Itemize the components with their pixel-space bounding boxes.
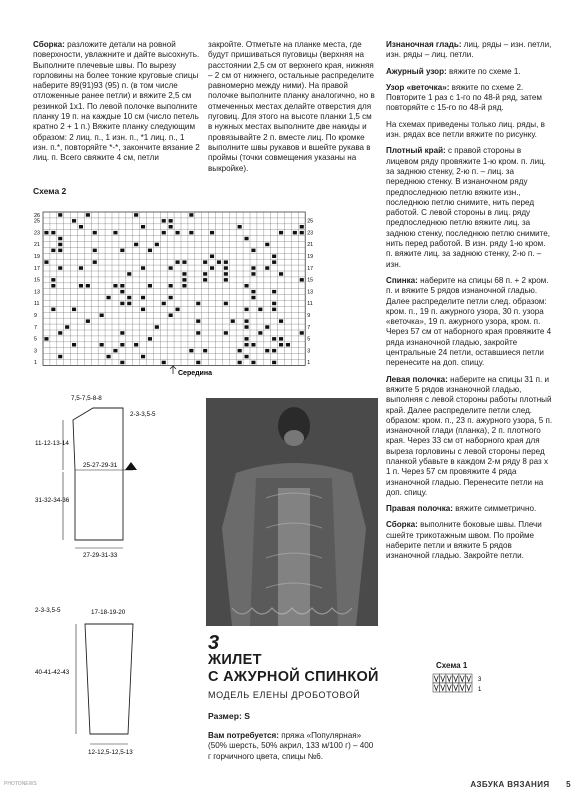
scheme2-row-number: 11	[34, 301, 40, 308]
purl-stitch-text: лиц. ряды – изн. петли, изн. ряды – лиц. петли.	[386, 40, 552, 60]
edge-title: Плотный край:	[386, 146, 446, 156]
scheme2-title: Схема 2	[33, 186, 67, 196]
scheme2-row-number: 21	[34, 242, 40, 249]
scheme2-row-number: 7	[34, 324, 37, 331]
scheme2-row-number-right: 3	[307, 348, 311, 355]
scheme2-row-number-right: 21	[307, 242, 314, 249]
scheme2-row-number-right: 25	[307, 218, 314, 225]
assembly2-title: Сборка:	[386, 520, 418, 530]
scheme2-row-number-right: 9	[307, 313, 311, 320]
twig-text: вяжите по схеме 2. Повторите 1 раз с 1-го по 48-й ряд, затем повторяйте с 15-го по 48-й ряд.	[386, 82, 542, 113]
scheme2-row-number-right: 23	[307, 230, 314, 237]
scheme2-row-number: 23	[34, 230, 40, 237]
scheme2-row-number: 25	[34, 218, 40, 225]
scheme1-title: Схема 1	[436, 661, 468, 670]
model-photo	[206, 398, 378, 626]
magazine-name: АЗБУКА ВЯЗАНИЯ	[470, 780, 550, 789]
scheme2-row-number: 5	[34, 336, 37, 343]
scheme2-row-number-right: 13	[307, 289, 314, 296]
scheme2-row-number-right: 15	[307, 277, 314, 284]
back-pattern-diagram	[33, 390, 156, 560]
openwork-title: Ажурный узор:	[386, 66, 447, 76]
scheme2-row-number-right: 19	[307, 254, 314, 261]
schemes-note: На схемах приведены только лиц. ряды, в изн. рядах все петли вяжите по рисунку.	[386, 119, 545, 140]
scheme2-row-number: 13	[34, 289, 40, 296]
buttonband-text: закройте. Отметьте на планке места, где будут пришиваться пуговицы (верхняя на расстоянии 2,5 см от верхнего края, нижняя – 2 см от нижнего, остальные распределите равномерно между ними). На правой полочке выполните планку аналогично, но в отмеченных местах делайте отверстия для пуговиц. Для этого на высоте планки 1,5 см в нужных местах выполните две накиды и провязывайте 2 п. вместе лиц. По кромке выполните швы рукавов и вшейте рукава в проймы (точки совмещения указаны на выкройке).	[208, 40, 375, 173]
buttonband-text-column	[208, 40, 378, 180]
left-front-text: наберите на спицы 31 п. и вяжите 5 рядов изнаночной гладью, выполняя с левой стороны работы плотный край. Далее распределите петли след. образом: кром. п., 23 п. ажурного узора, 5 п. изнаночной глади (планка), 2 п. плотного края. Через 33 см от наборного края для выреза горловины с левой стороны перед планкой убавьте в каждом 2-м ряду 8 раз х 1 п. Через 57 см провяжите 4 ряда изнаночной гладью. Перенесите петли на доп. спицу.	[386, 374, 553, 497]
scheme2-row-number-right: 17	[307, 265, 314, 272]
materials-body: пряжа «Популярная» (50% шерсть, 50% акрил, 133 м/100 г) – 400 г горчичного цвета, спицы №6.	[208, 731, 374, 761]
scheme2-row-number: 19	[34, 254, 40, 261]
scheme2-grid	[33, 206, 318, 378]
model-title-line1: ЖИЛЕТ	[208, 652, 262, 668]
left-front-title: Левая полочка:	[386, 374, 448, 384]
scheme2-center-label: Середина	[178, 370, 212, 377]
model-photo-illustration	[206, 398, 378, 626]
center-arrow-icon	[170, 366, 176, 374]
assembly-title: Сборка:	[33, 40, 65, 49]
instructions-column	[386, 40, 554, 568]
model-number: 3	[208, 632, 220, 654]
assembly2-text: выполните боковые швы. Плечи сшейте трикотажным швом. По пройме наберите петли и вяжите 5 рядов изнаночной гладью. Закройте петли.	[386, 520, 542, 561]
materials-title: Вам потребуется:	[208, 731, 279, 740]
sleeve-label-side: 40-41-42-43	[35, 669, 70, 676]
right-front-text: вяжите симметрично.	[455, 504, 537, 514]
model-size: Размер: S	[208, 711, 250, 721]
back-label-bottom: 27-29-31-33	[83, 552, 118, 559]
scheme2-row-number: 15	[34, 277, 40, 284]
edge-text: с правой стороны в лицевом ряду провяжите 1-ю кром. п. лиц. за заднюю стенку, 2-ю п. – лиц. за переднюю стенку. В изнаночном ряду предпоследнюю петлю вяжите изн., последнюю петлю снимите, нить перед работой. С левой стороны в лиц. ряду предпоследнюю петлю вяжите лиц. за заднюю стенку, последнюю петлю снимите, нить перед работой. В изн. ряду 1-ю кром. п. вяжите лиц. за заднюю стенку, 2-ю п. – изн.	[386, 146, 551, 269]
openwork-text: вяжите по схеме 1.	[449, 66, 521, 76]
back-text: наберите на спицы 68 п. + 2 кром. п. и вяжите 5 рядов изнаночной гладью. Далее распределите петли след. образом: кром. п., 19 п. ажурного узора, 30 п. узора «веточка», 19 п. ажурного узора, кром. п. Через 57 см от наборного края провяжите 4 ряда изнаночной гладью, закройте центральные 24 петли, оставшиеся петли перенесите на доп. спицу.	[386, 275, 552, 368]
scheme2-row-number-right: 11	[307, 301, 313, 308]
scheme2-row-number: 3	[34, 348, 37, 355]
assembly-text: разложите детали на ровной поверхности, увлажните и дайте высохнуть. Выполните плечевые швы. По вырезу горловины на более тонкие круговые спицы наберите 89(91)93 (95) п. (в том числе отложенные ранее петли) и вяжите 2,5 см резинкой 1х1. По левой полочке выполните планку 19 п. на каждые 10 см (число петель кратно 2 + 1 п.) Вяжите планку следующим образом: 2 лиц. п., 1 изн. п., *1 лиц. п., 1 изн. п.*, повторяйте *-*, закончите вязание 2 лиц. п. Всего свяжите 4 см, петли	[33, 40, 200, 163]
scheme1-row-top: 3	[478, 677, 482, 683]
back-label-left: 11-12-13-14	[35, 440, 69, 447]
scheme2-row-number-right: 5	[307, 336, 311, 343]
model-author: МОДЕЛЬ ЕЛЕНЫ ДРОБОТОВОЙ	[208, 690, 361, 700]
back-label-top: 7,5-7,5-8-8	[71, 395, 102, 402]
scheme2-row-number: 17	[34, 265, 40, 272]
scheme2-row-number: 9	[34, 313, 37, 320]
marker-arrow-icon	[125, 462, 137, 470]
scheme2-top-number: 26	[34, 213, 41, 219]
materials-text	[208, 731, 378, 762]
sleeve-label-top-left: 2-3-3,5-5	[35, 607, 61, 614]
sleeve-label-top: 17-18-19-20	[91, 609, 126, 616]
back-label-mid: 25-27-29-31	[83, 462, 118, 469]
page-number: 5	[566, 780, 571, 789]
right-front-title: Правая полочка:	[386, 504, 453, 514]
purl-stitch-title: Изнаночная гладь:	[386, 40, 462, 49]
back-label-side: 31-32-34-36	[35, 497, 70, 504]
scheme1-grid	[432, 673, 492, 695]
twig-title: Узор «веточка»:	[386, 82, 450, 92]
scheme1-row-bottom: 1	[478, 687, 482, 693]
corner-mark: PHOTONEWS	[4, 781, 37, 787]
sleeve-label-bottom: 12-12,5-12,5-13	[88, 749, 133, 756]
sleeve-pattern-diagram	[33, 604, 163, 764]
sleeve-outline	[85, 624, 133, 734]
back-pattern-outline	[73, 408, 123, 540]
scheme2-row-number: 1	[34, 360, 37, 367]
model-title	[208, 652, 379, 686]
back-title: Спинка:	[386, 275, 418, 285]
page-footer	[470, 780, 571, 789]
back-label-right-top: 2-3-3,5-5	[130, 411, 156, 418]
model-title-line2: С АЖУРНОЙ СПИНКОЙ	[208, 669, 379, 685]
scheme2-row-number-right: 1	[307, 360, 311, 367]
assembly-text-column	[33, 40, 201, 170]
scheme2-row-number-right: 7	[307, 324, 311, 331]
